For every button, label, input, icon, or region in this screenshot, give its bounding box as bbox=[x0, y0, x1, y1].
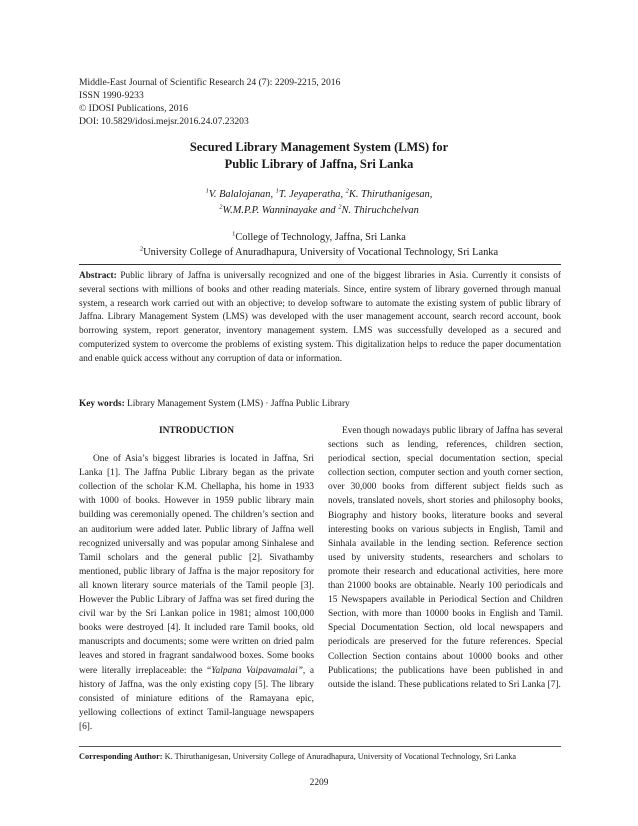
keywords-label: Key words: bbox=[79, 399, 125, 409]
intro-p1-b: , a history of Jaffna, was the only existing copy [5]. The library consisted of miniature editions of the Ramayana epic, yellowing collections of extinct Tamil-language newspapers [6]. bbox=[79, 665, 314, 732]
title-line-2: Public Library of Jaffna, Sri Lanka bbox=[224, 157, 414, 171]
introduction-heading: INTRODUCTION bbox=[158, 426, 234, 436]
affil-text: College of Technology, Jaffna, Sri Lanka bbox=[235, 232, 406, 243]
keywords bbox=[79, 398, 561, 411]
author-name: K. Thiruthanigesan, bbox=[348, 189, 433, 200]
abstract-text: Public library of Jaffna is universally recognized and one of the biggest libraries in Asia. Currently it consists of several sections with millions of books and other reading materials. Since, entire system of library governed through manual system, a research work carried out with an objective; to develop software to automate the existing system of public library of Jaffna. Library Management System (LMS) was developed with the user management account, search record account, book borrowing system, report generator, inventory management system. LMS was successfully developed as a secured and computerized system to overcome the problems of existing system. This digitalization helps to reduce the paper documentation and enable quick access without any corruption of data or information. bbox=[79, 271, 561, 364]
issn: ISSN 1990-9233 bbox=[79, 90, 144, 101]
affil-text: University College of Anuradhapura, University of Vocational Technology, Sri Lanka bbox=[143, 247, 499, 258]
author-name: V. Balalojanan, bbox=[208, 189, 276, 200]
affil-sup: 1 bbox=[232, 230, 236, 238]
author-sup: 1 bbox=[275, 187, 279, 195]
right-column bbox=[328, 424, 563, 692]
affiliation-2 bbox=[0, 245, 638, 260]
author-list bbox=[0, 187, 638, 219]
corresponding-label: Corresponding Author: bbox=[79, 752, 163, 761]
abstract bbox=[79, 270, 561, 367]
authors-line-2 bbox=[0, 203, 638, 219]
corresponding-text: K. Thiruthanigesan, University College of Anuradhapura, University of Vocational Technology, Sri Lanka bbox=[162, 752, 517, 761]
intro-paragraph-1 bbox=[79, 452, 314, 734]
copyright: © IDOSI Publications, 2016 bbox=[79, 103, 189, 114]
author-name: W.M.P.P. Wanninayake and bbox=[222, 205, 339, 216]
author-sup: 1 bbox=[205, 187, 209, 195]
intro-p1-italic: Yalpana Vaipavamalai” bbox=[211, 665, 303, 676]
authors-line-1 bbox=[0, 187, 638, 203]
affil-sup: 2 bbox=[139, 245, 144, 253]
corresponding-author bbox=[79, 751, 561, 763]
author-sup: 2 bbox=[338, 203, 342, 211]
author-name: T. Jeyaperatha, bbox=[278, 189, 346, 200]
abstract-label: Abstract: bbox=[79, 271, 117, 281]
title-line-1: Secured Library Management System (LMS) for bbox=[189, 140, 449, 154]
keywords-text: Library Management System (LMS) · Jaffna Public Library bbox=[124, 399, 350, 409]
journal-citation: Middle-East Journal of Scientific Research 24 (7): 2209-2215, 2016 bbox=[79, 77, 341, 88]
affiliations bbox=[0, 230, 638, 260]
page-number: 2209 bbox=[309, 778, 329, 788]
intro-p1-a: One of Asia’s biggest libraries is located in Jaffna, Sri Lanka [1]. The Jaffna Public Library began as the private collection of the scholar K.M. Chellapha, his home in 1933 with 1000 of books. However in 1959 public library main building was ceremonially opened. The children’s section and an auditorium were added later. Public library of Jaffna well recognized universally and was popular among Sinhalese and Tamil scholars and the general public [2]. Sivathamby mentioned, public library of Jaffna is the major repository for all known literary source materials of the Tamil people [3]. However the Public Library of Jaffna was set fired during the civil war by the Sri Lankan police in 1981; almost 100,000 books were destroyed [4]. It included rare Tamil books, old manuscripts and documents; some were written on dried palm leaves and stored in fragrant sandalwood boxes. Some books were literally irreplaceable: the “ bbox=[79, 454, 314, 676]
author-sup: 2 bbox=[219, 203, 223, 211]
affiliation-1 bbox=[0, 230, 638, 245]
abstract-top-rule bbox=[79, 264, 561, 265]
left-column bbox=[79, 424, 314, 734]
doi: DOI: 10.5829/idosi.mejsr.2016.24.07.23203 bbox=[79, 116, 249, 127]
journal-header bbox=[79, 76, 340, 128]
intro-paragraph-2: Even though nowadays public library of Jaffna has several sections such as lending, references, children section, periodical section, special documentation section, special collection section, computer section and youth corner section, over 30,000 books from different subject fields such as novels, translated novels, short stories and philosophy books, Biography and history books, literature books and several interesting books on various subjects in English, Tamil and Sinhala available in the lending section. Reference section used by university students, researchers and scholars to promote their research and educational activities, here more than 21000 books are obtainable. Nearly 100 periodicals and 15 Newspapers available in Periodical Section and Children Section, with more than 10000 books in English and Tamil. Special Documentation Section, old local newspapers and periodicals are preserved for the future references. Special Collection Section contains about 10000 books and other Publications; the publications have been published in and outside the island. These publications related to Sri Lanka [7]. bbox=[328, 426, 563, 690]
author-sup: 2 bbox=[345, 187, 349, 195]
author-name: N. Thiruchchelvan bbox=[341, 205, 419, 216]
paper-title bbox=[0, 139, 638, 173]
footer-rule bbox=[79, 746, 561, 747]
